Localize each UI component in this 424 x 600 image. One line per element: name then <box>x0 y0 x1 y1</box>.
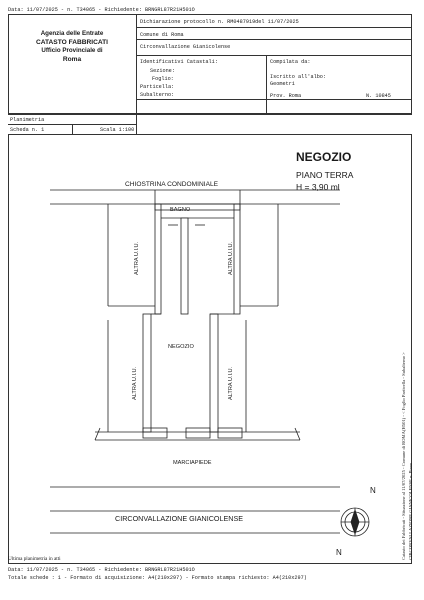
courtyard-label: CHIOSTRINA CONDOMINIALE <box>125 181 219 188</box>
plan-title: NEGOZIO <box>296 150 352 164</box>
street-label: CIRCONVALLAZIONE GIANICOLENSE <box>115 514 244 523</box>
other-unit-label-lower-right: ALTRA U.I.U. <box>228 366 234 400</box>
north-label-secondary: N <box>336 548 342 557</box>
office-line: Ufficio Provinciale di <box>41 47 103 54</box>
sezione-label: Sezione: <box>150 68 175 74</box>
subalterno-label: Subalterno: <box>140 92 175 98</box>
agency-name: Agenzia delle Entrate <box>40 30 104 37</box>
office-city: Roma <box>62 56 82 63</box>
identifiers-title: Identificativi Catastali: <box>140 59 218 65</box>
sidewalk-label: MARCIAPIEDE <box>173 460 212 466</box>
address-text: Circonvallazione Gianicolense <box>140 44 231 50</box>
registration-number: N. 10845 <box>366 93 391 99</box>
side-address-text: CIRCONVALLAZIONE GIANICOLENSE n. Piano <box>408 462 413 560</box>
last-plan-note: Ultima planimetria in atti <box>8 556 61 562</box>
other-unit-label-upper-right: ALTRA U.I.U. <box>228 241 234 275</box>
bathroom-label: BAGNO <box>170 207 191 213</box>
north-label: N <box>370 486 376 495</box>
compiled-title: Compilata da: <box>270 59 311 65</box>
profession-text: Geometri <box>270 81 295 87</box>
other-unit-label-upper-left: ALTRA U.I.U. <box>134 241 140 275</box>
prov-text: Prov. Roma <box>270 93 302 99</box>
footer-format: Totale schede : 1 - Formato di acquisizione: A4(210x297) - Formato stampa richiesto: A4(210x297) <box>8 575 307 581</box>
particella-label: Particella: <box>140 84 175 90</box>
plan-floor: PIANO TERRA <box>296 170 354 180</box>
protocol-text: Dichiarazione protocollo n. RM0487919del 11/07/2025 <box>140 19 299 25</box>
scala-label: Scala 1:100 <box>100 127 135 133</box>
planimetria-label: Planimetria <box>10 117 45 123</box>
footer-request: Data: 11/07/2025 - n. T34065 - Richiedente: BRNGRL87R21H501O <box>8 567 195 573</box>
plan-height: H = 3,90 ml <box>296 182 340 192</box>
iscritto-label: Iscritto all'albo: <box>270 74 327 80</box>
other-unit-label-lower-left: ALTRA U.I.U. <box>132 366 138 400</box>
shop-label: NEGOZIO <box>168 344 194 350</box>
scheda-label: Scheda n. 1 <box>10 127 45 133</box>
comune-text: Comune di Roma <box>140 32 184 38</box>
foglio-label: Foglio: <box>152 76 174 82</box>
request-header: Data: 11/07/2025 - n. T34065 - Richiedente: BRNGRL87R21H501O <box>8 7 195 13</box>
catasto-title: CATASTO FABBRICATI <box>35 39 109 46</box>
side-situation-text: Catasto dei Fabbricati - Situazione al 11/07/2025 - Comune di ROMA(H501) - < Foglio Particella - Subalterno > <box>401 352 406 560</box>
